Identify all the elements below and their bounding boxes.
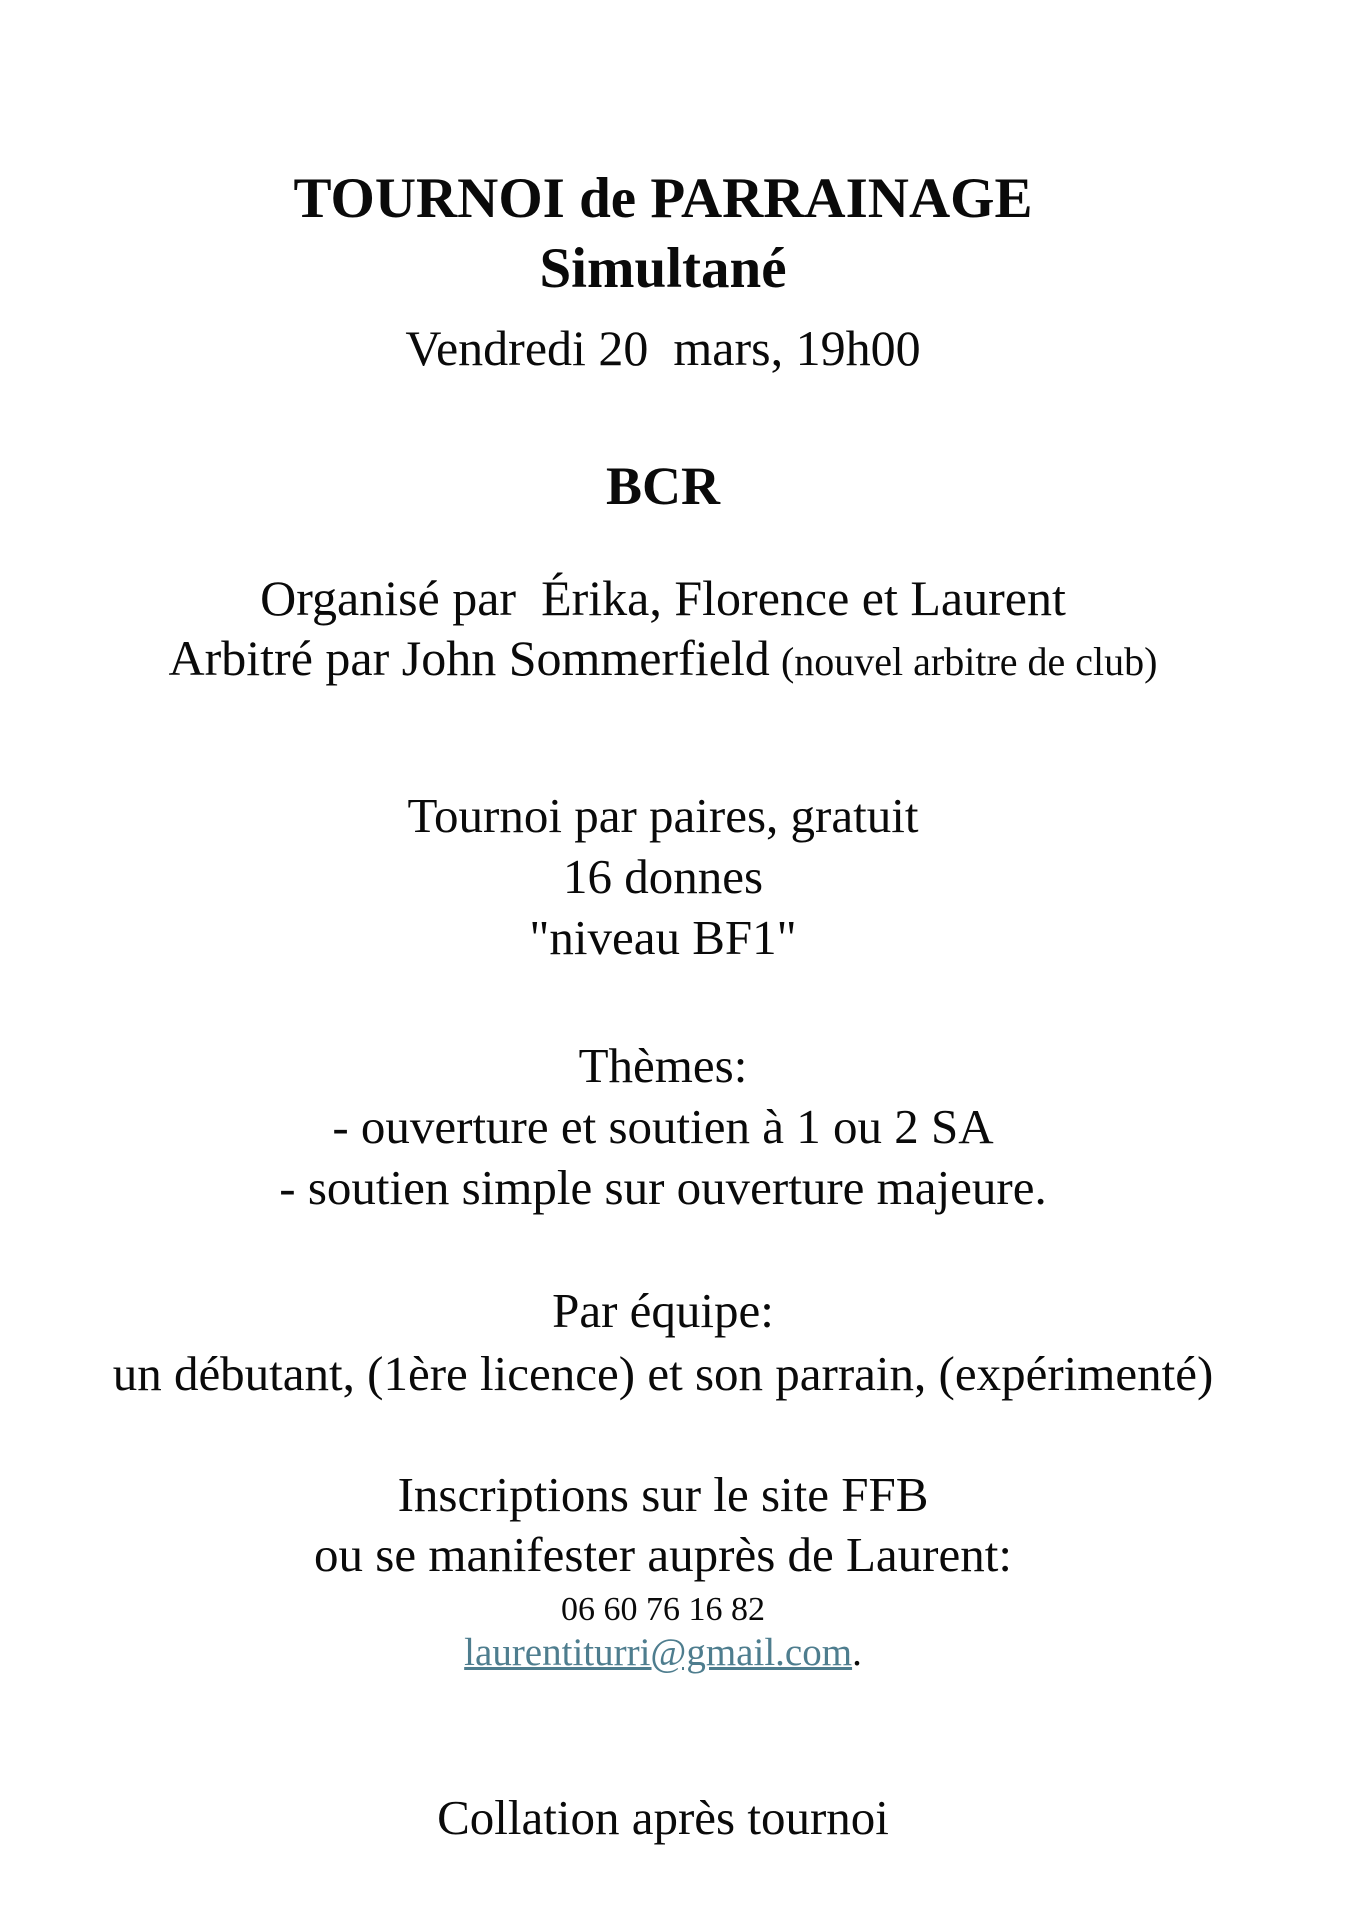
footer-note: Collation après tournoi (437, 1790, 889, 1845)
theme-item: - soutien simple sur ouverture majeure. (279, 1160, 1047, 1215)
email-link[interactable]: laurentiturri@gmail.com (464, 1631, 853, 1674)
title-block (0, 164, 1326, 304)
registration-line-contact: ou se manifester auprès de Laurent: (314, 1527, 1012, 1582)
themes-block (0, 1035, 1326, 1218)
team-detail: un débutant, (1ère licence) et son parrain, (expérimenté) (112, 1346, 1214, 1401)
format-block (0, 785, 1326, 968)
format-line-level: "niveau BF1" (529, 910, 797, 965)
registration-block (0, 1465, 1326, 1676)
poster-subtitle: Simultané (539, 237, 787, 300)
organizers-line: Organisé par Érika, Florence et Laurent (260, 570, 1066, 626)
email-line (0, 1630, 1326, 1676)
poster-title: TOURNOI de PARRAINAGE (293, 167, 1033, 230)
event-datetime: Vendredi 20 mars, 19h00 (405, 320, 921, 376)
venue-name: BCR (605, 456, 720, 516)
email-suffix: . (852, 1631, 862, 1674)
referee-line (0, 628, 1326, 692)
referee-note: (nouvel arbitre de club) (780, 639, 1158, 684)
organizers-block (0, 568, 1326, 692)
format-line-boards: 16 donnes (562, 849, 764, 904)
themes-heading: Thèmes: (578, 1038, 748, 1093)
referee-text: Arbitré par John Sommerfield (168, 630, 770, 686)
team-heading: Par équipe: (552, 1283, 774, 1338)
theme-item: - ouverture et soutien à 1 ou 2 SA (332, 1099, 994, 1154)
format-line-pairs: Tournoi par paires, gratuit (407, 788, 919, 843)
phone-number: 06 60 76 16 82 (561, 1591, 765, 1628)
registration-line-site: Inscriptions sur le site FFB (397, 1467, 929, 1522)
team-block (0, 1279, 1326, 1405)
